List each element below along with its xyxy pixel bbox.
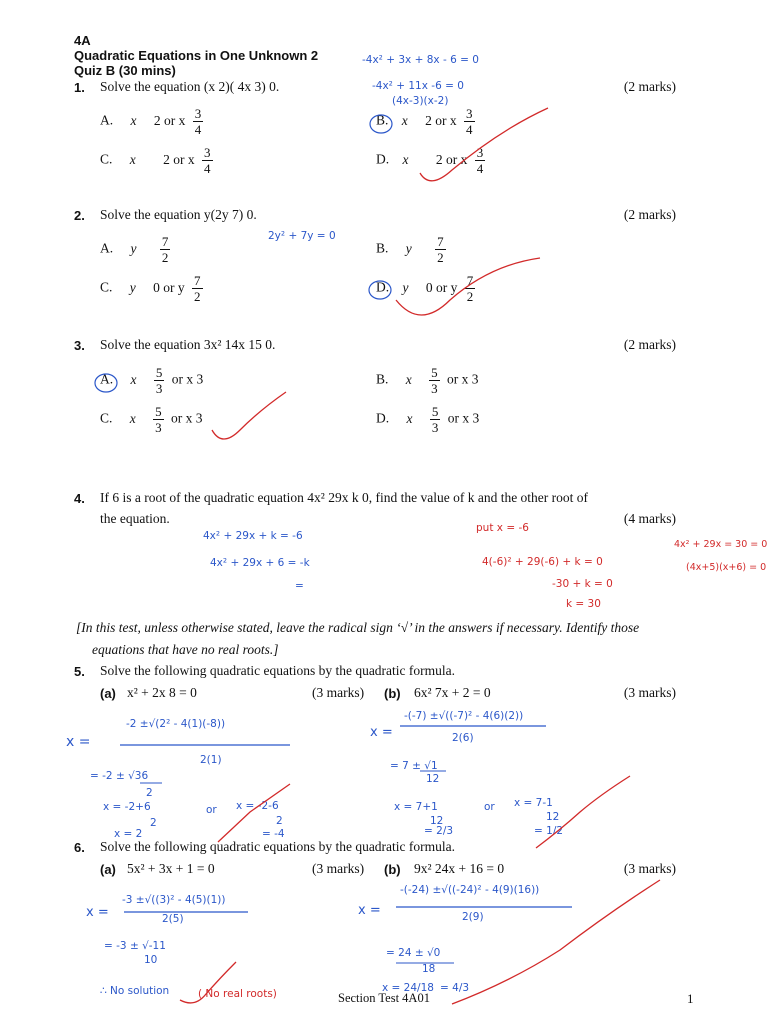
handwritten-work: =	[295, 580, 304, 592]
question-number: 3.	[74, 338, 85, 353]
part-marks: (3 marks)	[623, 685, 676, 700]
handwritten-work: x = -2-6	[236, 800, 279, 812]
option-a	[100, 365, 203, 396]
handwritten-work: or	[484, 801, 495, 813]
question-number: 1.	[74, 80, 85, 95]
handwritten-work: -4x² + 3x + 8x - 6 = 0	[362, 54, 479, 66]
handwritten-work: 2(5)	[162, 913, 184, 925]
option-var: x	[405, 371, 412, 387]
option-a	[100, 234, 174, 265]
option-text: or x 3	[447, 410, 480, 426]
question-marks: (2 marks)	[623, 79, 676, 94]
option-text: or x 3	[447, 371, 479, 387]
handwritten-work: 2y² + 7y = 0	[268, 230, 336, 242]
handwritten-work: 18	[422, 963, 436, 975]
part-equation: x² + 2x 8 = 0	[127, 685, 197, 700]
handwritten-work: ∴ No solution	[100, 985, 170, 997]
option-label: C.	[100, 410, 113, 426]
instruction-line-2: equations that have no real roots.]	[92, 642, 279, 657]
handwritten-work: 2	[150, 817, 157, 829]
handwritten-work: x = 24/18	[382, 982, 434, 994]
fraction: $\frac{3}{4}$	[194, 106, 202, 137]
option-d	[376, 145, 489, 176]
handwritten-work: 2(1)	[200, 754, 222, 766]
handwritten-work: k = 30	[566, 598, 601, 610]
option-text: 2 or x	[163, 151, 195, 167]
question-marks: (4 marks)	[623, 511, 676, 526]
question-marks: (2 marks)	[623, 337, 676, 352]
question-text: If 6 is a root of the quadratic equation 4x² 29x k 0, find the value of k and the other root of	[100, 490, 589, 505]
option-c	[100, 273, 207, 304]
handwritten-work: 12	[430, 815, 444, 827]
option-label: B.	[376, 240, 389, 256]
check-mark	[452, 880, 660, 1004]
option-c	[100, 404, 203, 435]
handwritten-work: = -2 ± √36	[90, 770, 149, 782]
quiz-title: Quiz B (30 mins)	[74, 63, 176, 78]
option-text: 0 or y	[153, 279, 185, 295]
fraction: $\frac{3}{4}$	[476, 145, 484, 176]
question-text-continued: the equation.	[100, 511, 170, 526]
option-var: x	[130, 371, 137, 387]
handwritten-work: 2(6)	[452, 732, 474, 744]
handwritten-work: -(-24) ±√((-24)² - 4(9)(16))	[400, 884, 540, 896]
handwritten-work: -2 ±√(2² - 4(1)(-8))	[126, 718, 226, 730]
handwritten-work: put x = -6	[476, 522, 529, 534]
option-var: y	[405, 240, 412, 256]
handwritten-work: 2	[146, 787, 153, 799]
question-text: Solve the equation 3x² 14x 15 0.	[100, 337, 276, 352]
footer-section-label: Section Test 4A01	[338, 991, 430, 1005]
option-var: y	[129, 279, 136, 295]
option-var: x	[129, 151, 136, 167]
handwritten-work: 4(-6)² + 29(-6) + k = 0	[482, 556, 603, 568]
page-number: 1	[687, 991, 694, 1006]
option-d	[376, 273, 479, 304]
option-var: x	[402, 151, 409, 167]
handwritten-work: x =	[370, 725, 393, 740]
option-label: B.	[376, 371, 389, 387]
handwritten-work: x = -2+6	[103, 801, 151, 813]
handwritten-work: 2	[276, 815, 283, 827]
question-number: 4.	[74, 491, 85, 506]
handwritten-work: x = 2	[114, 828, 143, 840]
part-equation: 5x² + 3x + 1 = 0	[127, 861, 215, 876]
fraction: $\frac{5}{3}$	[431, 365, 438, 396]
instruction-line-1: [In this test, unless otherwise stated, leave the radical sign ‘√’ in the answers if necessary. Identify those	[76, 620, 640, 635]
option-label: A.	[100, 112, 114, 128]
question-text: Solve the following quadratic equations by the quadratic formula.	[100, 663, 456, 678]
part-label: (a)	[100, 862, 116, 877]
question-text: Solve the equation y(2y 7) 0.	[100, 207, 257, 222]
fraction: $\frac{7}{2}$	[466, 273, 474, 304]
handwritten-work: (4x+5)(x+6) = 0	[686, 562, 767, 573]
part-label: (a)	[100, 686, 116, 701]
question-text: Solve the following quadratic equations by the quadratic formula.	[100, 839, 456, 854]
part-marks: (3 marks)	[623, 861, 676, 876]
option-var: x	[401, 112, 408, 128]
handwritten-work: x = 7-1	[514, 797, 553, 809]
handwritten-work: or	[206, 804, 217, 816]
option-label: B.	[376, 112, 389, 128]
option-text: 2 or x	[425, 112, 457, 128]
part-marks: (3 marks)	[312, 861, 365, 876]
option-var: x	[406, 410, 413, 426]
option-label: D.	[376, 151, 390, 167]
option-label: D.	[376, 410, 390, 426]
option-b	[376, 234, 450, 265]
option-d	[376, 404, 479, 435]
part-label: (b)	[384, 686, 401, 701]
handwritten-work: 10	[144, 954, 158, 966]
fraction: $\frac{5}{3}$	[155, 365, 163, 396]
option-b	[376, 365, 479, 396]
handwritten-work: = 24 ± √0	[386, 947, 441, 959]
handwritten-work: -(-7) ±√((-7)² - 4(6)(2))	[404, 710, 524, 722]
handwritten-work: = 7 ± √1	[390, 760, 438, 772]
handwritten-work: x =	[86, 905, 109, 920]
handwritten-work: 4x² + 29x + 6 = -k	[210, 557, 310, 569]
handwritten-work: 2(9)	[462, 911, 484, 923]
worksheet-title: Quadratic Equations in One Unknown 2	[74, 48, 319, 63]
handwritten-work: = -3 ± √-11	[104, 940, 166, 952]
handwritten-work: (4x-3)(x-2)	[392, 95, 449, 107]
option-var: y	[402, 279, 409, 295]
option-text: 2 or x	[153, 112, 186, 128]
option-text: 2 or x	[435, 151, 468, 167]
option-label: A.	[100, 240, 114, 256]
option-label: D.	[376, 279, 390, 295]
question-number: 5.	[74, 664, 85, 679]
unit-label: 4A	[74, 33, 91, 48]
option-label: C.	[100, 151, 113, 167]
handwritten-work: -30 + k = 0	[552, 578, 613, 590]
check-mark	[212, 392, 286, 439]
handwritten-work: 4x² + 29x + k = -6	[203, 530, 303, 542]
part-label: (b)	[384, 862, 401, 877]
handwritten-work: = 2/3	[424, 825, 454, 837]
option-var: x	[130, 112, 137, 128]
fraction: $\frac{7}{2}$	[194, 273, 201, 304]
question-marks: (2 marks)	[623, 207, 676, 222]
handwritten-work: = -4	[262, 828, 285, 840]
question-text: Solve the equation (x 2)( 4x 3) 0.	[100, 79, 280, 94]
handwritten-work: = 1/2	[534, 825, 564, 837]
handwritten-work: = 4/3	[440, 982, 470, 994]
handwritten-work: x = 7+1	[394, 801, 438, 813]
option-var: y	[130, 240, 137, 256]
handwritten-work: -3 ±√((3)² - 4(5)(1))	[122, 894, 226, 906]
handwritten-work: x =	[358, 903, 381, 918]
option-var: x	[129, 410, 136, 426]
option-label: C.	[100, 279, 113, 295]
part-equation: 6x² 7x + 2 = 0	[414, 685, 491, 700]
handwritten-work: 12	[546, 811, 560, 823]
handwritten-work: -4x² + 11x -6 = 0	[372, 80, 464, 92]
option-label: A.	[100, 371, 114, 387]
fraction: $\frac{3}{4}$	[204, 145, 211, 176]
option-text: 0 or y	[425, 279, 458, 295]
handwritten-work: 12	[426, 773, 440, 785]
fraction: $\frac{3}{4}$	[466, 106, 473, 137]
fraction: $\frac{5}{3}$	[431, 404, 439, 435]
handwritten-work: 4x² + 29x = 30 = 0	[674, 539, 768, 550]
option-text: or x 3	[171, 371, 204, 387]
option-c	[100, 145, 217, 176]
question-number: 6.	[74, 840, 85, 855]
fraction: $\frac{7}{2}$	[437, 234, 444, 265]
option-a	[100, 106, 207, 137]
handwritten-work: x =	[66, 734, 91, 750]
option-b	[376, 106, 479, 137]
part-equation: 9x² 24x + 16 = 0	[414, 861, 505, 876]
question-number: 2.	[74, 208, 85, 223]
part-marks: (3 marks)	[312, 685, 365, 700]
fraction: $\frac{7}{2}$	[161, 234, 169, 265]
handwritten-work: ( No real roots)	[198, 988, 277, 1000]
option-text: or x 3	[171, 410, 203, 426]
fraction: $\frac{5}{3}$	[155, 404, 162, 435]
